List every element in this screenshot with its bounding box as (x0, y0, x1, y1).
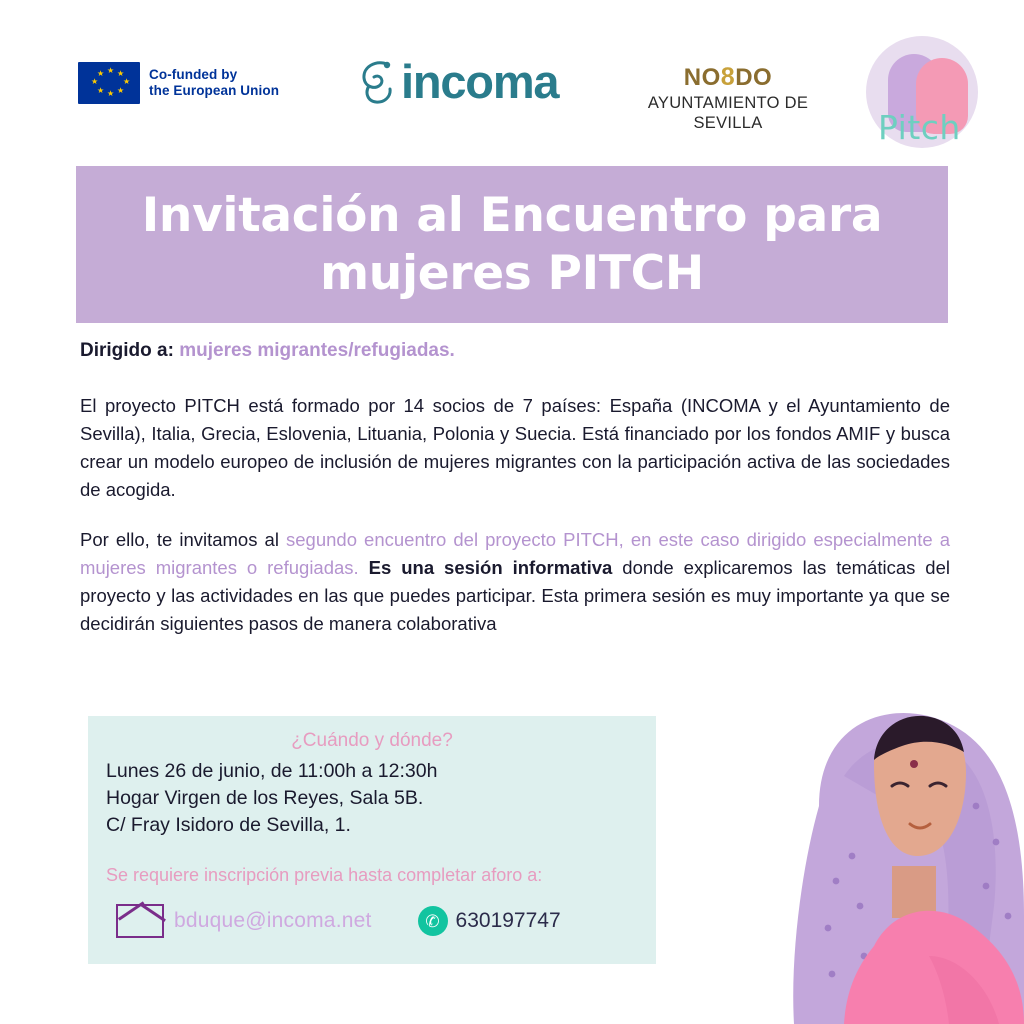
paragraph-invitation (80, 526, 950, 638)
ayuntamiento-logo (618, 64, 838, 133)
logo-bar (0, 48, 1024, 158)
event-info-title: ¿Cuándo y dónde? (291, 730, 453, 751)
body-content (80, 338, 950, 638)
envelope-icon (116, 904, 164, 938)
registration-note: Se requiere inscripción previa hasta completar aforo a: (106, 865, 543, 885)
pitch-wordmark: Pitch (878, 108, 961, 147)
woman-illustration (724, 656, 1024, 1024)
ayuntamiento-text: AYUNTAMIENTO DE SEVILLA (647, 94, 809, 132)
nodo-pre: NO (683, 64, 721, 91)
event-venue: Hogar Virgen de los Reyes, Sala 5B. (106, 787, 424, 809)
event-info-lines (106, 758, 656, 839)
contact-row (116, 904, 656, 938)
page-title: Invitación al Encuentro para mujeres PITCH (141, 187, 883, 301)
contact-phone[interactable]: 630197747 (455, 909, 561, 932)
event-info-box (88, 716, 656, 964)
invitation-gap (359, 557, 369, 578)
phone-contact (418, 906, 561, 936)
contact-email[interactable]: bduque@incoma.net (174, 909, 372, 932)
event-datetime: Lunes 26 de junio, de 11:00h a 12:30h (106, 760, 438, 782)
invitation-bold: Es una sesión informativa (368, 557, 613, 578)
audience-label: Dirigido a: (80, 340, 174, 361)
paragraph-project: El proyecto PITCH está formado por 14 socios de 7 países: España (INCOMA y el Ayuntamiento de Sevilla), Italia, Grecia, Eslovenia, Lituania, Polonia y Suecia. Está financiado por los fondos AMIF y busca crear un modelo europeo de inclusión de mujeres migrantes con la participación activa de las sociedades de acogida. (80, 395, 950, 500)
eu-logo (78, 62, 279, 104)
invitation-part1: Por ello, te invitamos al (80, 529, 286, 550)
eu-logo-line1: Co-funded by (149, 67, 238, 82)
invitation-part3: donde explicaremos las temáticas del proyecto y las actividades en las que puedes participar. Esta primera sesión es muy importante ya que se decidirán siguientes pasos de manera colaborativa (80, 557, 950, 634)
nodo-wordmark (618, 64, 838, 91)
audience-target: mujeres migrantes/refugiadas. (179, 340, 455, 361)
eu-flag-icon: ★ ★ ★ ★ ★ ★ ★ ★ (78, 62, 140, 104)
nodo-knot-icon: 8 (720, 63, 736, 91)
incoma-logo (357, 55, 559, 108)
title-banner (76, 166, 948, 323)
eu-logo-text (149, 67, 279, 99)
pitch-logo (866, 36, 986, 160)
eu-logo-line2: the European Union (149, 83, 280, 98)
phone-icon: ✆ (418, 906, 448, 936)
invitation-highlight: segundo encuentro del proyecto PITCH, en este caso dirigido especialmente a mujeres migrantes o refugiadas. (80, 529, 950, 578)
event-address: C/ Fray Isidoro de Sevilla, 1. (106, 814, 351, 836)
incoma-swirl-icon (357, 58, 399, 106)
audience-line (80, 338, 950, 364)
incoma-wordmark: incoma (401, 55, 559, 108)
nodo-post: DO (735, 64, 773, 91)
